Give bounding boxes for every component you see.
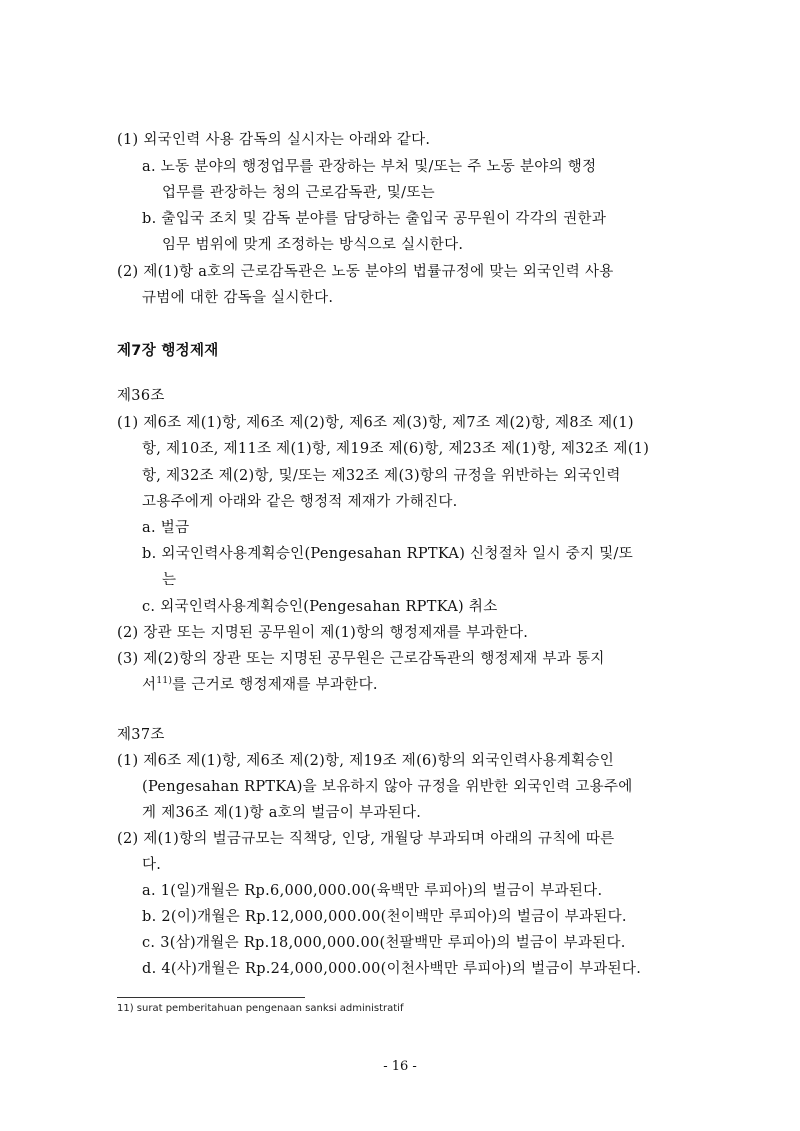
art36-paragraph-3: (3) 제(2)항의 장관 또는 지명된 공무원은 근로감독관의 행정제재 부과 통지 (117, 651, 605, 667)
paragraph-2: (2) 제(1)항 a호의 근로감독관은 노동 분야의 법률규정에 맞는 외국인력 사용 (117, 264, 614, 280)
art37-paragraph-2: (2) 제(1)항의 벌금규모는 직책당, 인당, 개월당 부과되며 아래의 규칙에 따른 (117, 831, 615, 847)
paragraph-2-continued: 규범에 대한 감독을 실시한다. (142, 290, 334, 306)
art36-paragraph-3-continued (142, 675, 378, 695)
article-36-title: 제36조 (117, 388, 165, 404)
art37-paragraph-1: (1) 제6조 제(1)항, 제6조 제(2)항, 제19조 제(6)항의 외국인력사용계획승인 (117, 753, 615, 769)
item-a: a. 노동 분야의 행정업무를 관장하는 부처 및/또는 주 노동 분야의 행정 (142, 159, 597, 175)
item-a-continued: 업무를 관장하는 청의 근로감독관, 및/또는 (162, 185, 435, 201)
article-37-title: 제37조 (117, 727, 165, 743)
art37-item-b: b. 2(이)개월은 Rp.12,000,000.00(천이백만 루피아)의 벌금이 부과된다. (142, 909, 627, 925)
item-b: b. 출입국 조치 및 감독 분야를 담당하는 출입국 공무원이 각각의 권한과 (142, 211, 607, 227)
text-segment: 를 근거로 행정제재를 부과한다. (172, 677, 378, 693)
art36-item-c: c. 외국인력사용계획승인(Pengesahan RPTKA) 취소 (142, 599, 498, 615)
art37-item-a: a. 1(일)개월은 Rp.6,000,000.00(육백만 루피아)의 벌금이 부과된다. (142, 883, 603, 899)
art37-paragraph-2-continued: 다. (142, 857, 162, 873)
art36-item-b: b. 외국인력사용계획승인(Pengesahan RPTKA) 신청절차 일시 중지 및/또 (142, 546, 634, 562)
art36-paragraph-1-line-4: 고용주에게 아래와 같은 행정적 제재가 가해진다. (142, 494, 458, 510)
art37-paragraph-1-line-3: 게 제36조 제(1)항 a호의 벌금이 부과된다. (142, 805, 422, 821)
footnote-divider (117, 997, 305, 998)
footnote-reference[interactable]: 11) (156, 676, 173, 687)
footnote: 11) surat pemberitahuan pengenaan sanksi administratif (117, 1003, 404, 1014)
art37-item-d: d. 4(사)개월은 Rp.24,000,000.00(이천사백만 루피아)의 벌금이 부과된다. (142, 961, 642, 977)
art37-item-c: c. 3(삼)개월은 Rp.18,000,000.00(천팔백만 루피아)의 벌금이 부과된다. (142, 935, 626, 951)
art36-item-a: a. 벌금 (142, 520, 190, 536)
art37-paragraph-1-line-2: (Pengesahan RPTKA)을 보유하지 않아 규정을 위반한 외국인력 고용주에 (142, 779, 633, 795)
art36-paragraph-1-line-3: 항, 제32조 제(2)항, 및/또는 제32조 제(3)항의 규정을 위반하는 외국인력 (142, 468, 621, 484)
chapter-title: 제7장 행정제재 (117, 343, 219, 359)
page-number: - 16 - (383, 1059, 417, 1074)
paragraph-1: (1) 외국인력 사용 감독의 실시자는 아래와 같다. (117, 132, 431, 148)
art36-paragraph-1: (1) 제6조 제(1)항, 제6조 제(2)항, 제6조 제(3)항, 제7조 제(2)항, 제8조 제(1) (117, 415, 634, 431)
art36-paragraph-1-line-2: 항, 제10조, 제11조 제(1)항, 제19조 제(6)항, 제23조 제(1)항, 제32조 제(1) (142, 441, 650, 457)
text-segment: 서 (142, 677, 157, 693)
item-b-continued: 임무 범위에 맞게 조정하는 방식으로 실시한다. (162, 237, 464, 253)
art36-paragraph-2: (2) 장관 또는 지명된 공무원이 제(1)항의 행정제재를 부과한다. (117, 625, 529, 641)
art36-item-b-continued: 는 (162, 572, 177, 588)
